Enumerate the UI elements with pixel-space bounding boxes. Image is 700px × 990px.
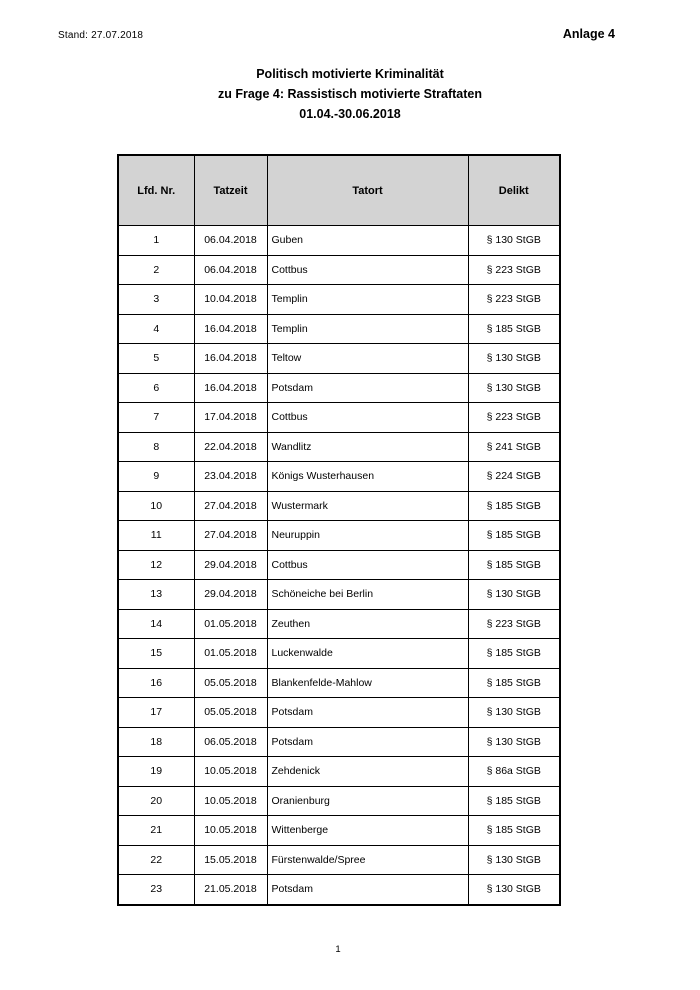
cell-tatort: Potsdam (267, 727, 468, 757)
cell-lfd-nr: 21 (118, 816, 194, 846)
cell-tatort: Potsdam (267, 875, 468, 905)
cell-lfd-nr: 17 (118, 698, 194, 728)
cell-tatort: Potsdam (267, 373, 468, 403)
cell-tatort: Templin (267, 314, 468, 344)
cell-lfd-nr: 7 (118, 403, 194, 433)
cell-tatzeit: 16.04.2018 (194, 373, 267, 403)
cell-tatort: Blankenfelde-Mahlow (267, 668, 468, 698)
cell-delikt: § 223 StGB (468, 403, 560, 433)
cell-lfd-nr: 19 (118, 757, 194, 787)
cell-delikt: § 241 StGB (468, 432, 560, 462)
table-row (118, 757, 560, 787)
cell-lfd-nr: 23 (118, 875, 194, 905)
cell-delikt: § 185 StGB (468, 550, 560, 580)
cell-delikt: § 130 StGB (468, 344, 560, 374)
cell-tatzeit: 16.04.2018 (194, 314, 267, 344)
cell-lfd-nr: 11 (118, 521, 194, 551)
stand-date: Stand: 27.07.2018 (58, 30, 144, 41)
table-row (118, 462, 560, 492)
table-row (118, 698, 560, 728)
header-lfd-nr: Lfd. Nr. (118, 155, 194, 226)
document-title (0, 64, 700, 124)
cell-delikt: § 130 StGB (468, 727, 560, 757)
table-row (118, 816, 560, 846)
cell-lfd-nr: 14 (118, 609, 194, 639)
cell-tatzeit: 01.05.2018 (194, 609, 267, 639)
cell-tatzeit: 05.05.2018 (194, 698, 267, 728)
header-tatort: Tatort (267, 155, 468, 226)
cell-tatzeit: 15.05.2018 (194, 845, 267, 875)
cell-tatort: Fürstenwalde/Spree (267, 845, 468, 875)
cell-tatzeit: 10.05.2018 (194, 816, 267, 846)
cell-tatzeit: 10.05.2018 (194, 786, 267, 816)
cell-tatort: Wittenberge (267, 816, 468, 846)
cell-tatort: Zeuthen (267, 609, 468, 639)
annex-label: Anlage 4 (562, 27, 615, 41)
cell-lfd-nr: 12 (118, 550, 194, 580)
cell-tatzeit: 01.05.2018 (194, 639, 267, 669)
title-line-3: 01.04.-30.06.2018 (299, 107, 401, 121)
cell-lfd-nr: 13 (118, 580, 194, 610)
meta-row (58, 27, 615, 41)
cell-delikt: § 130 StGB (468, 698, 560, 728)
table-header (118, 155, 560, 226)
cell-delikt: § 185 StGB (468, 639, 560, 669)
cell-tatort: Schöneiche bei Berlin (267, 580, 468, 610)
cell-delikt: § 223 StGB (468, 255, 560, 285)
cell-lfd-nr: 3 (118, 285, 194, 315)
table-row (118, 432, 560, 462)
cell-lfd-nr: 10 (118, 491, 194, 521)
cell-delikt: § 86a StGB (468, 757, 560, 787)
cell-tatort: Cottbus (267, 255, 468, 285)
cell-delikt: § 185 StGB (468, 816, 560, 846)
cell-delikt: § 185 StGB (468, 314, 560, 344)
table-row (118, 373, 560, 403)
table-row (118, 255, 560, 285)
cell-tatort: Teltow (267, 344, 468, 374)
cell-delikt: § 130 StGB (468, 845, 560, 875)
cell-tatort: Wandlitz (267, 432, 468, 462)
cell-tatzeit: 22.04.2018 (194, 432, 267, 462)
table-row (118, 668, 560, 698)
table-row (118, 491, 560, 521)
cell-tatort: Templin (267, 285, 468, 315)
cell-lfd-nr: 5 (118, 344, 194, 374)
title-line-1: Politisch motivierte Kriminalität (256, 67, 444, 81)
table-row (118, 609, 560, 639)
table-row (118, 285, 560, 315)
table-row (118, 875, 560, 905)
page-number: 1 (335, 944, 341, 955)
cell-tatzeit: 06.04.2018 (194, 226, 267, 256)
cell-tatort: Wustermark (267, 491, 468, 521)
cell-tatort: Guben (267, 226, 468, 256)
cell-tatort: Oranienburg (267, 786, 468, 816)
cell-delikt: § 185 StGB (468, 668, 560, 698)
cell-tatort: Cottbus (267, 550, 468, 580)
cell-tatort: Zehdenick (267, 757, 468, 787)
cell-tatzeit: 16.04.2018 (194, 344, 267, 374)
cell-delikt: § 130 StGB (468, 226, 560, 256)
crime-table (117, 154, 561, 906)
table-row (118, 550, 560, 580)
cell-tatzeit: 23.04.2018 (194, 462, 267, 492)
table-body (118, 226, 560, 905)
table-row (118, 521, 560, 551)
table-row (118, 403, 560, 433)
table-row (118, 845, 560, 875)
cell-lfd-nr: 20 (118, 786, 194, 816)
cell-tatzeit: 10.05.2018 (194, 757, 267, 787)
cell-lfd-nr: 2 (118, 255, 194, 285)
table-row (118, 344, 560, 374)
cell-delikt: § 185 StGB (468, 521, 560, 551)
cell-tatzeit: 29.04.2018 (194, 550, 267, 580)
cell-delikt: § 224 StGB (468, 462, 560, 492)
cell-tatzeit: 27.04.2018 (194, 491, 267, 521)
cell-lfd-nr: 22 (118, 845, 194, 875)
cell-lfd-nr: 15 (118, 639, 194, 669)
cell-tatort: Königs Wusterhausen (267, 462, 468, 492)
cell-tatzeit: 29.04.2018 (194, 580, 267, 610)
cell-lfd-nr: 9 (118, 462, 194, 492)
cell-delikt: § 130 StGB (468, 580, 560, 610)
cell-lfd-nr: 18 (118, 727, 194, 757)
cell-tatzeit: 06.05.2018 (194, 727, 267, 757)
cell-delikt: § 130 StGB (468, 373, 560, 403)
header-tatzeit: Tatzeit (194, 155, 267, 226)
cell-tatort: Luckenwalde (267, 639, 468, 669)
cell-delikt: § 223 StGB (468, 285, 560, 315)
cell-lfd-nr: 16 (118, 668, 194, 698)
cell-delikt: § 185 StGB (468, 491, 560, 521)
title-line-2: zu Frage 4: Rassistisch motivierte Straftaten (218, 87, 482, 101)
cell-tatzeit: 21.05.2018 (194, 875, 267, 905)
cell-delikt: § 130 StGB (468, 875, 560, 905)
cell-lfd-nr: 8 (118, 432, 194, 462)
header-delikt: Delikt (468, 155, 560, 226)
cell-lfd-nr: 4 (118, 314, 194, 344)
cell-tatort: Potsdam (267, 698, 468, 728)
cell-tatzeit: 06.04.2018 (194, 255, 267, 285)
cell-delikt: § 223 StGB (468, 609, 560, 639)
cell-lfd-nr: 6 (118, 373, 194, 403)
table-row (118, 727, 560, 757)
table-row (118, 580, 560, 610)
cell-tatzeit: 17.04.2018 (194, 403, 267, 433)
cell-tatort: Neuruppin (267, 521, 468, 551)
cell-tatzeit: 10.04.2018 (194, 285, 267, 315)
table-row (118, 314, 560, 344)
cell-lfd-nr: 1 (118, 226, 194, 256)
cell-tatzeit: 27.04.2018 (194, 521, 267, 551)
table-row (118, 786, 560, 816)
table-row (118, 226, 560, 256)
header-row (118, 155, 560, 226)
table-row (118, 639, 560, 669)
cell-delikt: § 185 StGB (468, 786, 560, 816)
cell-tatzeit: 05.05.2018 (194, 668, 267, 698)
cell-tatort: Cottbus (267, 403, 468, 433)
